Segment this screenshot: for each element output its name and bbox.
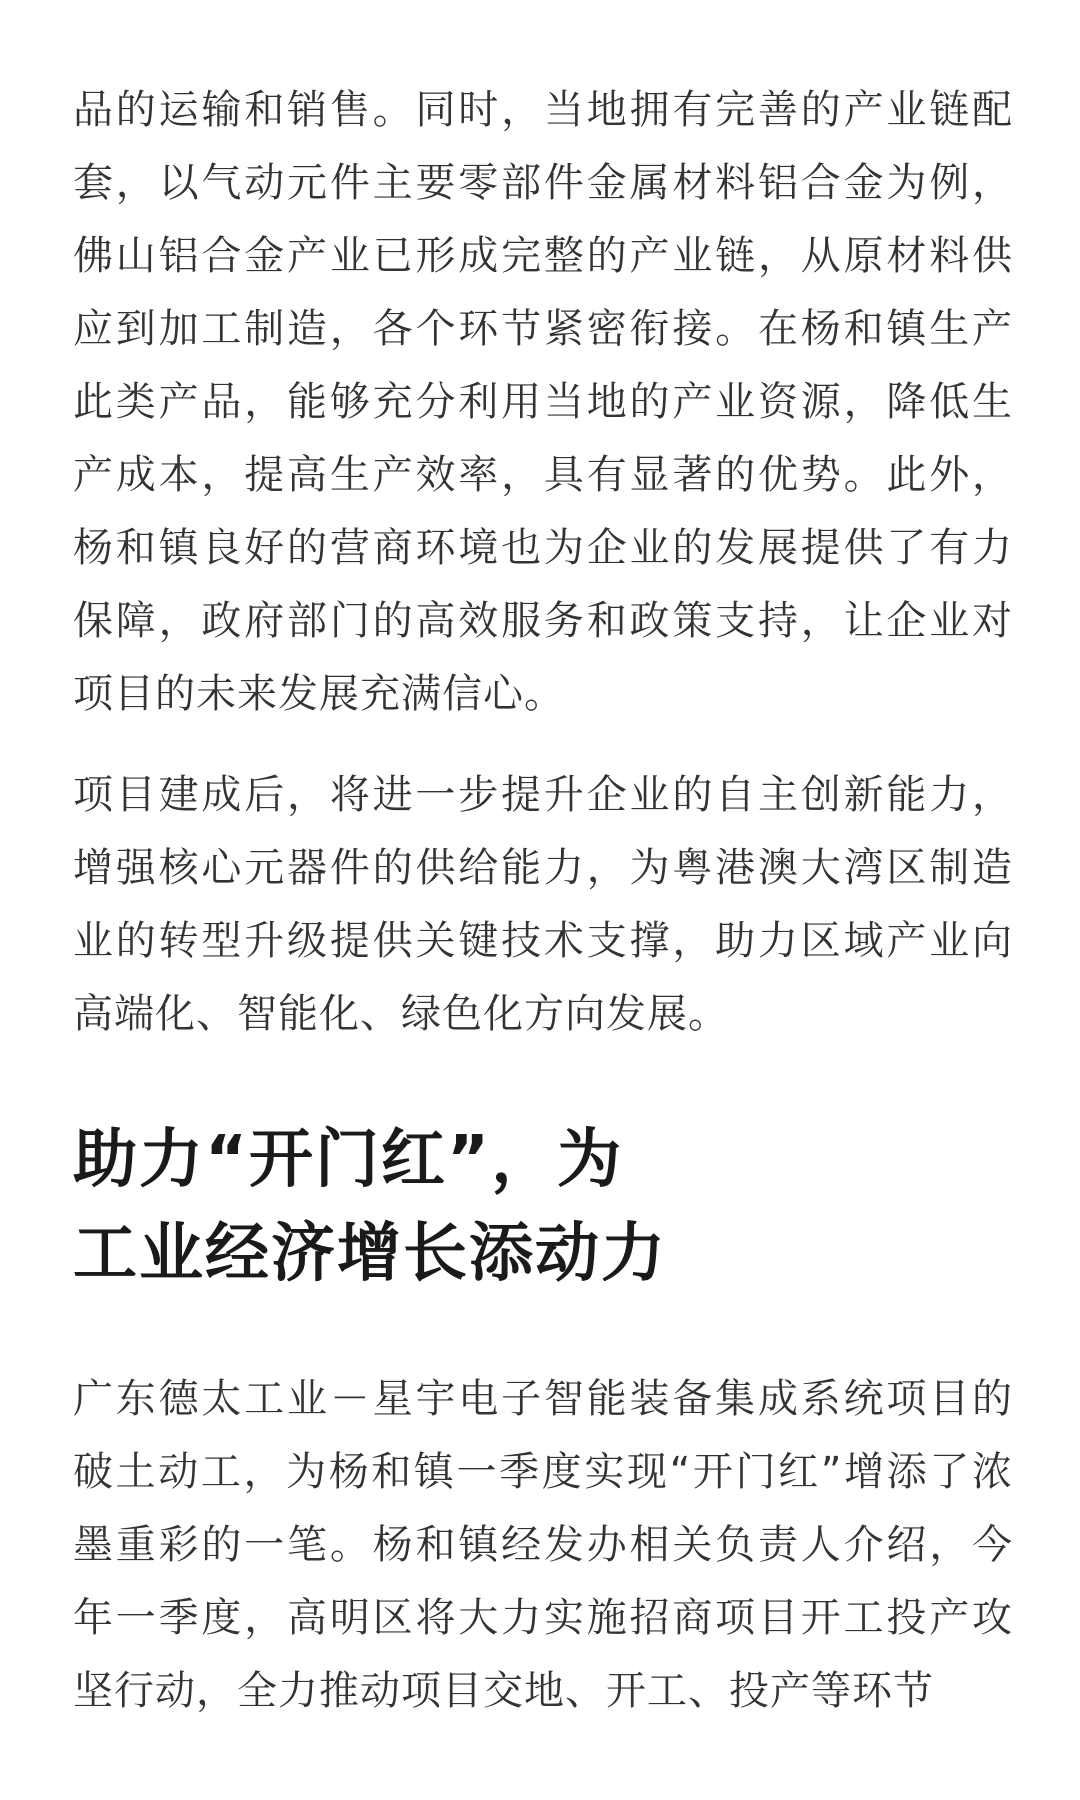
article-paragraph: 品的运输和销售。同时，当地拥有完善的产业链配套，以气动元件主要零部件金属材料铝合金为例，佛山铝合金产业已形成完整的产业链，从原材料供应到加工制造，各个环节紧密衔接。在杨和镇生产此类产品，能够充分利用当地的产业资源，降低生产成本，提高生产效率，具有显著的优势。此外，杨和镇良好的营商环境也为企业的发展提供了有力保障，政府部门的高效服务和政策支持，让企业对项目的未来发展充满信心。 — [73, 87, 1013, 717]
section-heading-line: 工业经济增长添动力 — [73, 1217, 667, 1291]
article-paragraph: 项目建成后，将进一步提升企业的自主创新能力，增强核心元器件的供给能力，为粤港澳大湾区制造业的转型升级提供关键技术支撑，助力区域产业向高端化、智能化、绿色化方向发展。 — [73, 772, 1013, 1037]
section-heading-line: 助力“开门红”，为 — [73, 1123, 624, 1197]
article-paragraph: 广东德太工业－星宇电子智能装备集成系统项目的破土动工，为杨和镇一季度实现“开门红”增添了浓墨重彩的一笔。杨和镇经发办相关负责人介绍，今年一季度，高明区将大力实施招商项目开工投产攻坚行动，全力推动项目交地、开工、投产等环节 — [73, 1376, 1013, 1714]
section-heading — [73, 1113, 1013, 1301]
article-body — [73, 74, 1013, 1728]
